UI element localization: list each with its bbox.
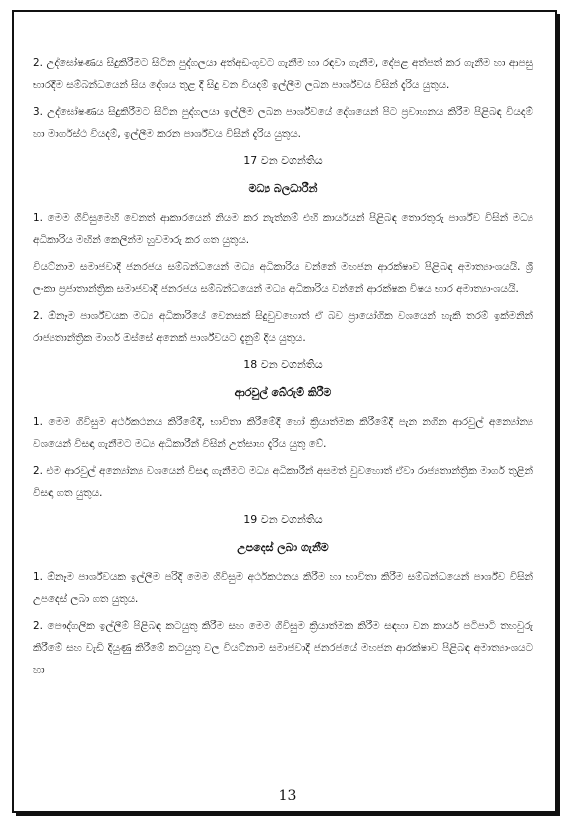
article-19-paragraph-1: 1. ඕනෑම පාර්ශ්වයක ඉල්ලීම පරිදි මෙම ගිවිසුම අර්ථකථනය කිරීම හා භාවිතා කිරීම සම්බන්ධයෙන් පාර්ශ්ව විසින් උපදෙස් ලබා ගත යුතුය. (33, 571, 533, 605)
article-18-subheading: ආරවුල් බේරුම් කිරීම (234, 386, 332, 399)
article-17-heading: 17 වන වගන්තිය (243, 154, 323, 167)
paragraph-continuation-2: 2. උද්ඝෝෂණය සිදුකිරීමට සිටින පුද්ගලයා අත්අඩංගුවට ගැනීම හා රඳවා ගැනීම, දේපළ අත්පත් කර ගැනීම හා ආපසු භාරදීම සම්බන්ධයෙන් සිය දේශය තුළ දී සිදු වන වියදම් ඉල්ලීම ලබන පාර්ශ්වය විසින් දැරිය යුතුය. (33, 57, 533, 91)
page-border-shadow-right (557, 14, 560, 816)
article-19-subheading: උපදෙස් ලබා ගැනීම (237, 541, 329, 554)
page-border-shadow-bottom (16, 813, 560, 816)
article-17-paragraph-1: 1. මෙම ගිවිසුමෙහි වෙනත් ආකාරයෙන් නියම කර නැත්නම් එහි කාර්යයන් පිළිබඳ තොරතුරු පාර්ශ්ව විසින් මධ්‍ය අධිකාරිය මඟින් කෙලින්ම හුවමාරු කර ගත යුතුය. (33, 212, 533, 246)
paragraph-continuation-3: 3. උද්ඝෝෂණය සිදුකිරීමට සිටින පුද්ගලයා ඉල්ලීම ලබන පාර්ශ්වයේ දේශයෙන් පිට ප්‍රවාහනය කිරීම පිළිබඳ වියදම් හා මාර්ගස්ථ වියදම්, ඉල්ලීම කරන පාර්ශ්වය විසින් දැරිය යුතුය. (33, 106, 533, 140)
article-18-heading: 18 වන වගන්තිය (243, 358, 323, 371)
article-18-paragraph-1: 1. මෙම ගිවිසුම අර්ථකථනය කිරීමේදී, භාවිතා කිරීමේදී හෝ ක්‍රියාත්මක කිරීමේදී පැන නගින ආරවුල් අන්‍යෝන්‍ය වශයෙන් විසඳා ගැනීමට මධ්‍ය අධිකාරීන් විසින් උත්සාහ දැරිය යුතු වේ. (33, 416, 533, 450)
article-18-paragraph-2: 2. එම ආරවුල් අන්‍යෝන්‍ය වශයෙන් විසඳා ගැනීමට මධ්‍ය අධිකාරීන් අසමත් වුවහොත් ඒවා රාජ්‍යතාන්ත්‍රික මාර්ග තුළින් විසඳා ගත යුතුය. (33, 465, 533, 499)
page-number: 13 (278, 788, 297, 804)
article-19-heading: 19 වන වගන්තිය (243, 513, 323, 526)
article-17-paragraph-authorities: වියට්නාම සමාජවාදී ජනරජය සම්බන්ධයෙන් මධ්‍ය අධිකාරිය වන්නේ මහජන ආරක්ෂාව පිළිබඳ අමාත්‍යාංශයයි. ශ්‍රී ලංකා ප්‍රජාතාන්ත්‍රික සමාජවාදී ජනරජය සම්බන්ධයෙන් මධ්‍ය අධිකාරිය වන්නේ ආරක්ෂක විෂය භාර අමාත්‍යාංශයයි. (33, 261, 533, 295)
article-19-paragraph-2: 2. පෞද්ගලික ඉල්ලීම් පිළිබඳ කටයුතු කිරීම සහ මෙම ගිවිසුම ක්‍රියාත්මක කිරීම සඳහා වන කාර්ය පටිපාටි තහවුරු කිරීමේ සහ වැඩි දියුණු කිරීමේ කටයුතු වල වියට්නාම සමාජවාදී ජනරජයේ මහජන ආරක්ෂාව පිළිබඳ අමාත්‍යාංශයට හා (33, 620, 533, 676)
article-17-paragraph-2: 2. ඕනෑම පාර්ශ්වයක මධ්‍ය අධිකාරියේ වෙනසක් සිදුවුවහොත් ඒ බව ප්‍රායෝගික වශයෙන් හැකි තරම් ඉක්මනින් රාජ්‍යතාන්ත්‍රික මාර්ග ඔස්සේ අනෙක් පාර්ශ්වයට දැනුම් දිය යුතුය. (33, 310, 533, 344)
article-17-subheading: මධ්‍ය බලධාරීන් (248, 182, 318, 195)
document-body (33, 52, 533, 686)
